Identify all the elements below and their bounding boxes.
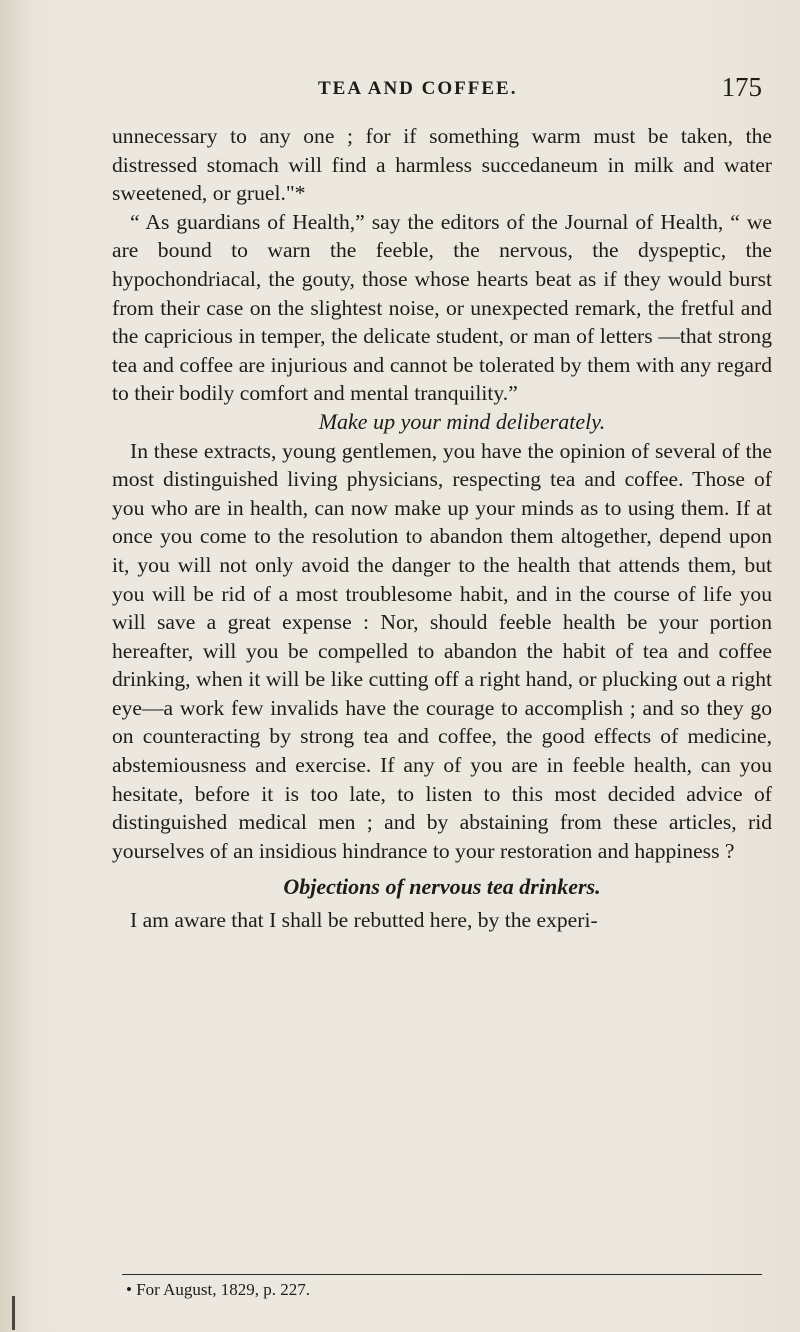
running-head — [112, 72, 772, 106]
body-text — [112, 122, 772, 935]
footnote: • For August, 1829, p. 227. — [126, 1280, 310, 1299]
page-number: 175 — [721, 72, 762, 102]
running-title: TEA AND COFFEE. — [318, 78, 518, 99]
footnote-rule — [122, 1274, 762, 1275]
paragraph-rebutted: I am aware that I shall be rebutted here, by the experi- — [130, 908, 598, 933]
subheading-make-up-mind: Make up your mind deliberately. — [318, 408, 606, 434]
page-edge-shading — [0, 0, 30, 1332]
paragraph-extracts: In these extracts, young gentlemen, you have the opinion of several of the most distinguished living physicians, respecting tea and coffee. Those of you who are in health, can now make up your minds as to using them. If at once you come to the resolution to abandon them altogether, depend upon it, you will not only avoid the danger to the health that attends them, but you will be rid of a most troublesome habit, and in the course of life you will save a great expense : Nor, should feeble health be your portion hereafter, will you be compelled to abandon the habit of tea and coffee drinking, when it will be like cutting off a right hand, or plucking out a right eye—a work few invalids have the courage to accomplish ; and so they go on counteracting by strong tea and coffee, the good effects of medicine, abstemiousness and exercise. If any of you are in feeble health, can you hesitate, before it is too late, to listen to this most decided advice of distinguished medical men ; and by abstaining from these articles, rid yourselves of an insidious hindrance to your restoration and happiness ? — [112, 438, 772, 863]
subheading-objections: Objections of nervous tea drinkers. — [283, 874, 601, 900]
paragraph-continuation: unnecessary to any one ; for if something warm must be taken, the distressed stomach will find a harmless succedaneum in milk and water sweetened, or gruel."* — [112, 124, 772, 206]
paragraph-journal-quote: “ As guardians of Health,” say the editors of the Journal of Health, “ we are bound to warn the feeble, the nervous, the dyspeptic, the hypochondriacal, the gouty, those whose hearts beat as if they would burst from their case on the slightest noise, or unexpected remark, the fretful and the capricious in temper, the delicate student, or man of letters —that strong tea and coffee are injurious and cannot be tolerated by them with any regard to their bodily comfort and mental tranquility.” — [112, 209, 772, 406]
binding-edge-mark — [12, 1296, 15, 1330]
